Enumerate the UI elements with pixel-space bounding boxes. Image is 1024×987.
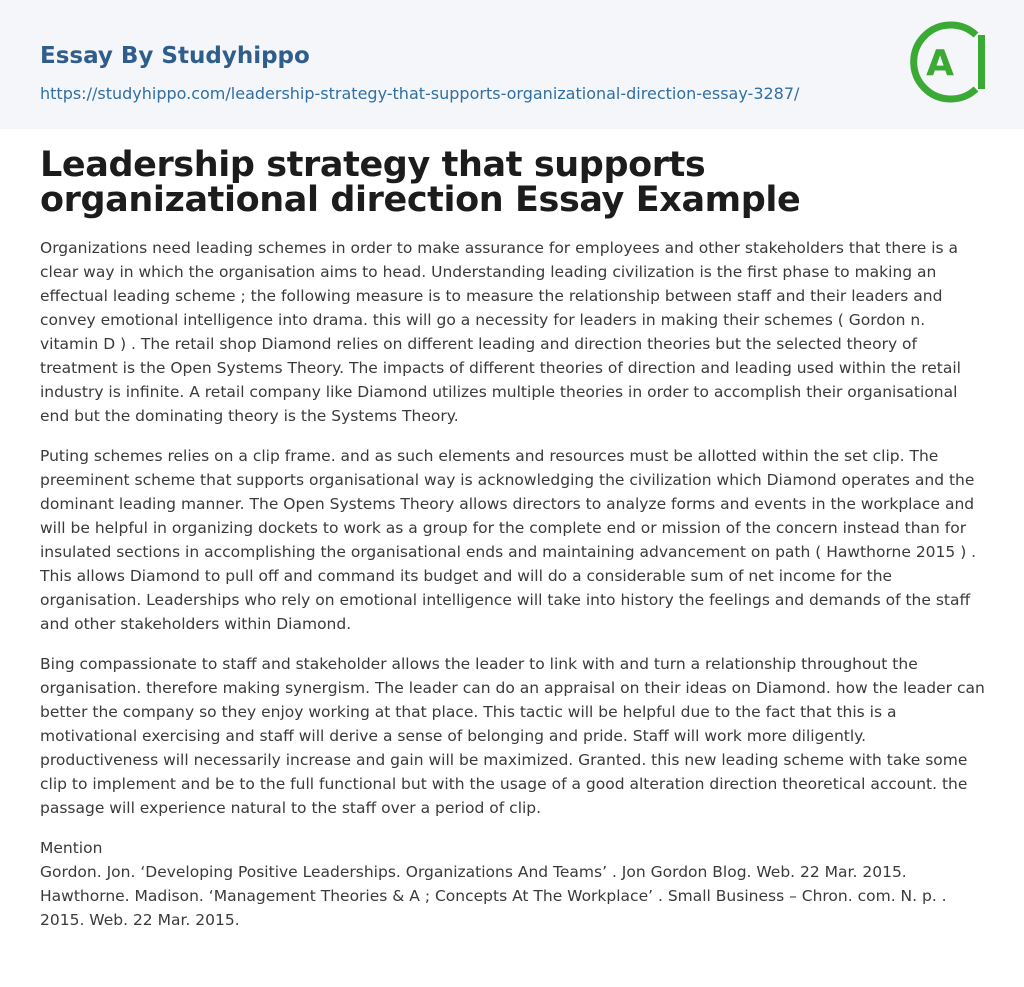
- studyhippo-logo-icon[interactable]: [910, 18, 988, 106]
- paragraph-1: Organizations need leading schemes in order to make assurance for employees and other stakeholders that there is a clear way in which the organisation aims to head. Understanding leading civilization is the first phase to making an effectual leading scheme ; the following measure is to measure the relationship between staff and their leaders and convey emotional intelligence into drama. this will go a necessity for leaders in making their schemes ( Gordon n. vitamin D ) . The retail shop Diamond relies on different leading and direction theories but the selected theory of treatment is the Open Systems Theory. The impacts of different theories of direction and leading used within the retail industry is infinite. A retail company like Diamond utilizes multiple theories in order to accomplish their organisational end but the dominating theory is the Systems Theory.: [40, 239, 961, 425]
- site-header: [0, 0, 1024, 129]
- site-title[interactable]: Essay By Studyhippo: [40, 43, 310, 69]
- logo-letter: A: [926, 43, 954, 84]
- paragraph-2: Puting schemes relies on a clip frame. and as such elements and resources must be allotted within the set clip. The preeminent scheme that supports organisational way is acknowledging the civilization which Diamond operates and the dominant leading manner. The Open Systems Theory allows directors to analyze forms and events in the workplace and will be helpful in organizing dockets to work as a group for the complete end or mission of the concern instead than for insulated sections in accomplishing the organisational ends and maintaining advancement on path ( Hawthorne 2015 ) . This allows Diamond to pull off and command its budget and will do a considerable sum of net income for the organisation. Leaderships who rely on emotional intelligence will take into history the feelings and demands of the staff and other stakeholders within Diamond.: [40, 447, 977, 633]
- article: [40, 129, 988, 932]
- reference-item: Hawthorne. Madison. ‘Management Theories & A ; Concepts At The Workplace’ . Small Business – Chron. com. N. p. . 2015. Web. 22 Mar. 2015.: [40, 887, 947, 929]
- page-title: Leadership strategy that supports organizational direction Essay Example: [40, 145, 801, 220]
- page-url-link[interactable]: https://studyhippo.com/leadership-strategy-that-supports-organizational-direction-essay-3287/: [40, 84, 800, 103]
- paragraph-3: Bing compassionate to staff and stakeholder allows the leader to link with and turn a relationship throughout the organisation. therefore making synergism. The leader can do an appraisal on their ideas on Diamond. how the leader can better the company so they enjoy working at that place. This tactic will be helpful due to the fact that this is a motivational exercising and staff will derive a sense of belonging and pride. Staff will work more diligently. productiveness will necessarily increase and gain will be maximized. Granted. this new leading scheme with take some clip to implement and be to the full functional but with the usage of a good alteration direction theoretical account. the passage will experience natural to the staff over a period of clip.: [40, 655, 985, 817]
- references-section: [40, 836, 988, 932]
- reference-item: Gordon. Jon. ‘Developing Positive Leaderships. Organizations And Teams’ . Jon Gordon Blog. Web. 22 Mar. 2015.: [40, 863, 907, 881]
- references-heading: Mention: [40, 839, 103, 857]
